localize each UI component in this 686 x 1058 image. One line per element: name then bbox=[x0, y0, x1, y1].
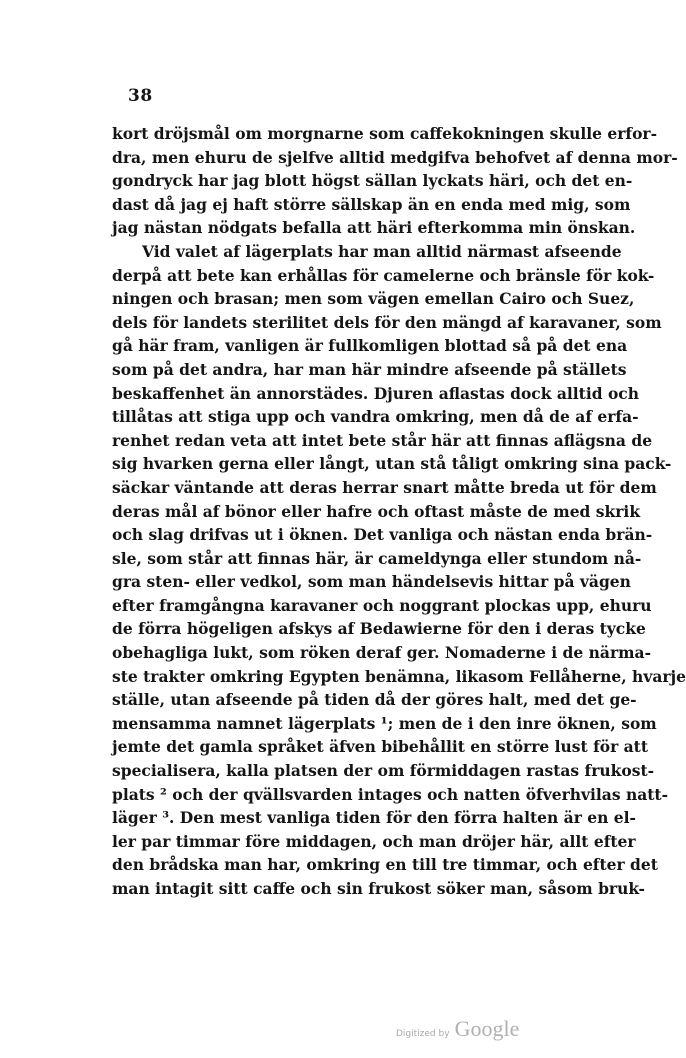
text-line: ningen och brasan; men som vägen emellan Cairo och Suez, bbox=[112, 289, 635, 309]
text-line: dels för landets sterilitet dels för den mängd af karavaner, som bbox=[112, 312, 662, 332]
text-line: sig hvarken gerna eller långt, utan stå tåligt omkring sina pack- bbox=[112, 454, 672, 474]
text-line: jemte det gamla språket äfven bibehållit en större lust för att bbox=[112, 737, 648, 757]
text-line: ste trakter omkring Egypten benämna, likasom Fellåherne, hvarje bbox=[112, 666, 686, 686]
text-line: den brådska man har, omkring en till tre timmar, och efter det bbox=[112, 855, 658, 875]
text-line: specialisera, kalla platsen der om förmiddagen rastas frukost- bbox=[112, 761, 655, 781]
text-line: deras mål af bönor eller hafre och oftast måste de med skrik bbox=[112, 501, 641, 521]
text-line: säckar väntande att deras herrar snart måtte breda ut för dem bbox=[112, 477, 657, 497]
body-text bbox=[112, 122, 686, 901]
text-line: jag nästan nödgats befalla att häri efterkomma min önskan. bbox=[112, 218, 636, 238]
text-line: derpå att bete kan erhållas för camelerne och bränsle för kok- bbox=[112, 265, 655, 285]
digitized-watermark bbox=[396, 1016, 519, 1042]
text-line: plats ² och der qvällsvarden intages och natten öfverhvilas natt- bbox=[112, 784, 669, 804]
watermark-prefix: Digitized by bbox=[396, 1029, 450, 1039]
page-number: 38 bbox=[128, 86, 153, 106]
text-line: man intagit sitt caffe och sin frukost söker man, såsom bruk- bbox=[112, 879, 645, 898]
text-line: beskaffenhet än annorstädes. Djuren aflastas dock alltid och bbox=[112, 383, 640, 403]
text-line: Vid valet af lägerplats har man alltid närmast afseende bbox=[142, 241, 622, 261]
text-line: läger ³. Den mest vanliga tiden för den förra halten är en el- bbox=[112, 808, 636, 828]
text-line: sle, som står att finnas här, är cameldynga eller stundom nå- bbox=[112, 548, 642, 568]
watermark-brand: Google bbox=[454, 1016, 520, 1041]
text-line: efter framgångna karavaner och noggrant plockas upp, ehuru bbox=[112, 595, 652, 615]
text-line: dast då jag ej haft större sällskap än en enda med mig, som bbox=[112, 194, 631, 214]
text-line: obehagliga lukt, som röken deraf ger. Nomaderne i de närma- bbox=[112, 643, 652, 663]
text-line: gondryck har jag blott högst sällan lyckats häri, och det en- bbox=[112, 171, 633, 191]
text-line: renhet redan veta att intet bete står här att finnas aflägsna de bbox=[112, 430, 653, 450]
text-line: dra, men ehuru de sjelfve alltid medgifva behofvet af denna mor- bbox=[112, 147, 678, 167]
text-line: gå här fram, vanligen är fullkomligen blottad så på det ena bbox=[112, 336, 628, 356]
text-line: och slag drifvas ut i öknen. Det vanliga och nästan enda brän- bbox=[112, 525, 653, 545]
text-line: ler par timmar före middagen, och man dröjer här, allt efter bbox=[112, 831, 636, 851]
text-line: gra sten- eller vedkol, som man händelsevis hittar på vägen bbox=[112, 572, 631, 592]
text-line: som på det andra, har man här mindre afseende på ställets bbox=[112, 359, 627, 379]
text-line: kort dröjsmål om morgnarne som caffekokningen skulle erfor- bbox=[112, 124, 658, 143]
text-line: de förra högeligen afskys af Bedawierne för den i deras tycke bbox=[112, 619, 646, 639]
text-line: ställe, utan afseende på tiden då der göres halt, med det ge- bbox=[112, 690, 637, 710]
text-line: mensamma namnet lägerplats ¹; men de i den inre öknen, som bbox=[112, 713, 657, 733]
text-line: tillåtas att stiga upp och vandra omkring, men då de af erfa- bbox=[112, 407, 639, 427]
